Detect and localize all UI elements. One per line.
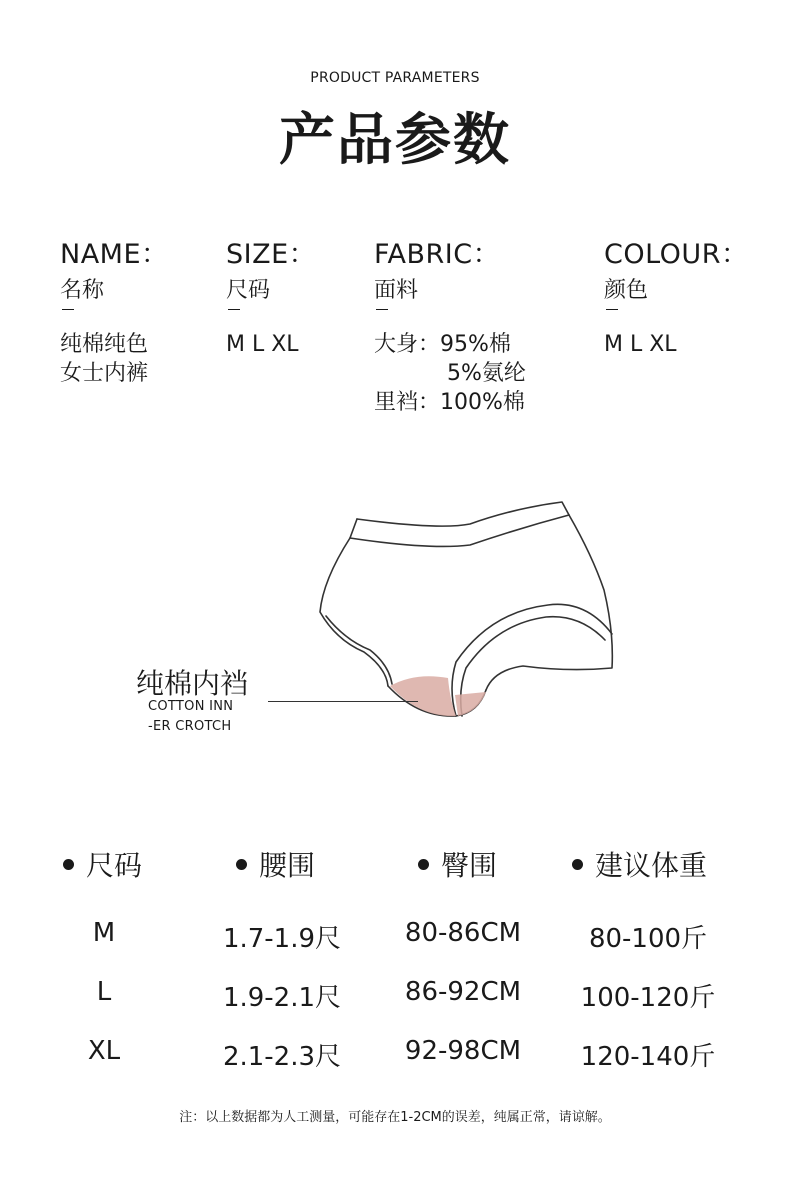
table-cell: 1.9-2.1尺 [222, 983, 342, 1013]
table-cell: 80-100斤 [588, 924, 708, 954]
param-fabric-line: 里裆：100%棉 [374, 390, 525, 415]
bullet-dot [236, 859, 247, 870]
table-cell: M [92, 918, 116, 948]
table-header-size [63, 844, 142, 884]
table-header-hip [418, 844, 497, 884]
param-name-value-line: 纯棉纯色 [60, 332, 149, 357]
waistband-left [350, 519, 357, 538]
crotch-callout-en-line: -ER CROTCH [148, 719, 232, 734]
param-colour-label-cn: 颜色 [604, 273, 748, 310]
param-fabric-line: 5%氨纶 [447, 361, 526, 386]
param-size-value: M L XL [226, 332, 299, 357]
table-cell: 86-92CM [404, 977, 522, 1007]
page-title: 产品参数 [279, 108, 511, 173]
waistband-bottom [350, 515, 569, 546]
param-colour [604, 232, 748, 359]
param-fabric-label-en: FABRIC： [374, 239, 501, 270]
table-cell: L [96, 977, 112, 1007]
param-size-label-cn: 尺码 [226, 273, 316, 310]
param-colour-label-en: COLOUR： [604, 239, 749, 270]
bullet-dot [418, 859, 429, 870]
param-colour-value: M L XL [604, 332, 677, 357]
table-header-label: 臀围 [441, 849, 498, 882]
table-header-label: 腰围 [259, 849, 316, 882]
table-cell: 1.7-1.9尺 [222, 924, 342, 954]
param-fabric-line: 大身：95%棉 [374, 332, 511, 357]
callout-pointer-line [268, 701, 418, 702]
table-cell: 80-86CM [404, 918, 522, 948]
param-name [60, 232, 169, 388]
section-subtitle: PRODUCT PARAMETERS [310, 70, 480, 86]
crotch-fill-right [455, 692, 486, 716]
table-cell: 92-98CM [404, 1036, 522, 1066]
measurement-note: 注：以上数据都为人工测量，可能存在1-2CM的误差，纯属正常，请谅解。 [179, 1110, 611, 1125]
param-fabric-label-cn: 面料 [374, 273, 526, 310]
param-fabric [374, 232, 526, 417]
right-side-outline [486, 515, 612, 690]
param-name-label-cn: 名称 [60, 273, 169, 310]
param-name-value-line: 女士内裤 [60, 361, 149, 386]
crotch-callout-en-line: COTTON INN [148, 699, 234, 714]
table-cell: 2.1-2.3尺 [222, 1042, 342, 1072]
table-header-weight [572, 844, 707, 884]
param-size-label-en: SIZE： [226, 239, 317, 270]
waistband-top [357, 502, 569, 526]
crotch-callout-cn: 纯棉内裆 [136, 667, 249, 700]
left-leg-outline [320, 538, 388, 686]
bullet-dot [63, 859, 74, 870]
table-cell: 100-120斤 [580, 983, 716, 1013]
bullet-dot [572, 859, 583, 870]
table-cell: 120-140斤 [580, 1042, 716, 1072]
table-header-label: 建议体重 [595, 849, 708, 882]
table-header-label: 尺码 [86, 849, 143, 882]
param-name-label-en: NAME： [60, 239, 169, 270]
param-name-value [60, 330, 169, 388]
table-header-waist [236, 844, 315, 884]
table-cell: XL [87, 1036, 121, 1066]
param-size [226, 232, 316, 359]
param-fabric-value [374, 330, 526, 417]
